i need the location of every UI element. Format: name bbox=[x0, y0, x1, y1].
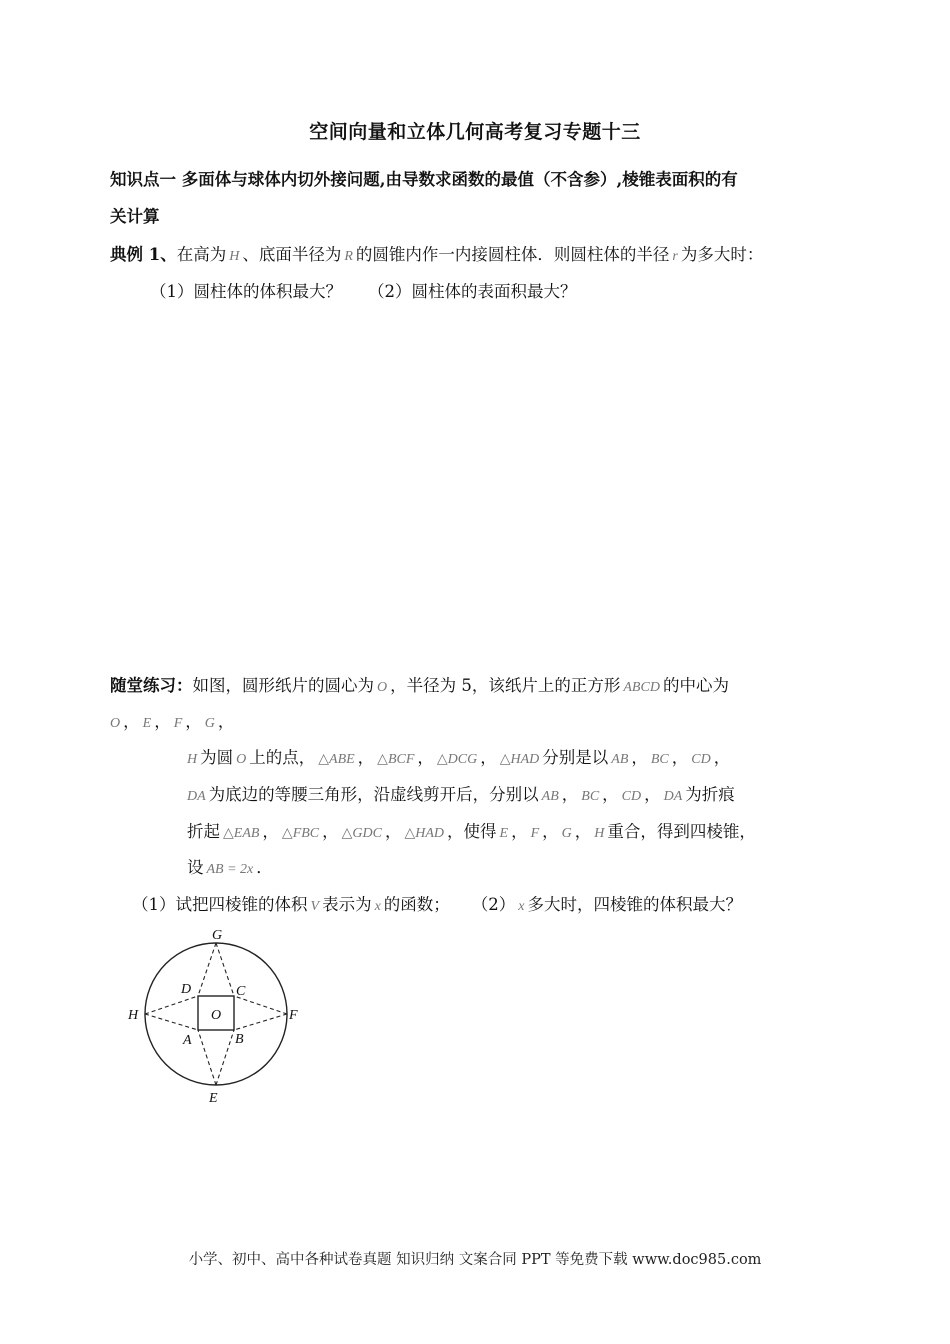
example1-q2: （2）圆柱体的表面积最大？ bbox=[368, 282, 577, 301]
equation-ab: AB = 2x bbox=[206, 862, 254, 877]
geometry-figure bbox=[120, 922, 320, 1108]
label-h: H bbox=[128, 1008, 139, 1023]
page-footer: 小学、初中、高中各种试卷真题 知识归纳 文案合同 PPT 等免费下载 www.doc985.com bbox=[188, 1252, 762, 1268]
var-R: R bbox=[344, 249, 353, 264]
label-e: E bbox=[209, 1091, 218, 1106]
var-r: r bbox=[672, 249, 678, 264]
var-H: H bbox=[229, 249, 240, 264]
label-o: O bbox=[211, 1008, 222, 1023]
example1-statement: 典例 1、在高为 H 、底面半径为 R 的圆锥内作一内接圆柱体．则圆柱体的半径 r 为多大时： bbox=[110, 245, 764, 264]
practice-line3: H 为圆 O 上的点， △ABE ， △BCF ， △DCG ， △HAD 分别是以 AB ， BC ， CD ， bbox=[187, 748, 731, 767]
label-f: F bbox=[289, 1008, 298, 1023]
practice-line6: 设 AB = 2x ． bbox=[187, 858, 273, 877]
practice-line5: 折起 △EAB ， △FBC ， △GDC ， △HAD ，使得 E ， F ， G ， H 重合，得到四棱锥， bbox=[187, 822, 756, 841]
practice-label: 随堂练习： bbox=[110, 676, 193, 695]
practice-line4: DA 为底边的等腰三角形，沿虚线剪开后，分别以 AB ， BC ， CD ， DA 为折痕 bbox=[187, 785, 735, 804]
page-title: 空间向量和立体几何高考复习专题十三 bbox=[309, 121, 641, 143]
example1-questions bbox=[150, 280, 577, 304]
label-g: G bbox=[212, 928, 223, 943]
example1-q1: （1）圆柱体的体积最大？ bbox=[150, 282, 342, 301]
label-c: C bbox=[236, 984, 246, 999]
practice-questions: （1）试把四棱锥的体积 V 表示为 x 的函数； （2） x 多大时，四棱锥的体积最大？ bbox=[132, 895, 742, 914]
example1-label: 典例 1、 bbox=[110, 245, 177, 264]
label-d: D bbox=[181, 982, 192, 997]
label-a: A bbox=[183, 1033, 192, 1048]
knowledge-heading-line1: 知识点一 多面体与球体内切外接问题,由导数求函数的最值（不含参）,棱锥表面积的有 bbox=[110, 170, 738, 189]
knowledge-heading-line2: 关计算 bbox=[110, 207, 160, 226]
label-b: B bbox=[235, 1032, 244, 1047]
practice-line1: 随堂练习：如图，圆形纸片的圆心为 O ，半径为 5，该纸片上的正方形 ABCD 的中心为 bbox=[110, 676, 729, 695]
practice-line2: O ， E ， F ， G ， bbox=[110, 712, 235, 731]
